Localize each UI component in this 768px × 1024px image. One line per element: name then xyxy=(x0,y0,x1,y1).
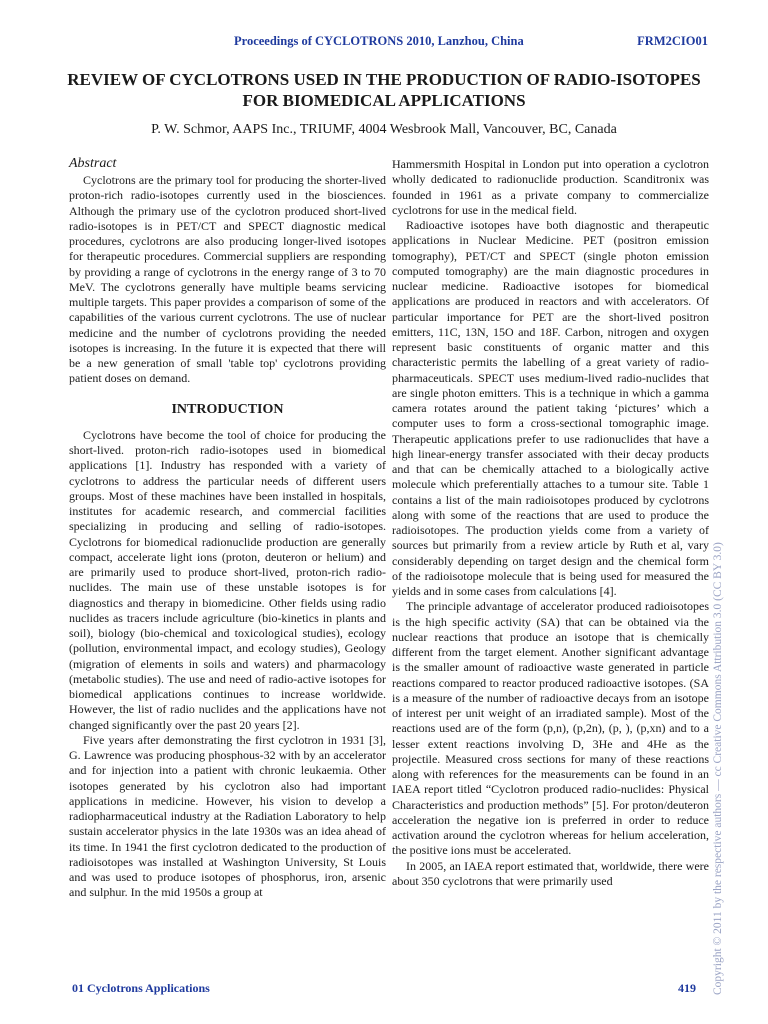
paper-title: REVIEW OF CYCLOTRONS USED IN THE PRODUCTION OF RADIO-ISOTOPES FOR BIOMEDICAL APPLICATIONS xyxy=(67,70,701,110)
page-number: 419 xyxy=(678,981,696,995)
authors-affiliation: P. W. Schmor, AAPS Inc., TRIUMF, 4004 Wesbrook Mall, Vancouver, BC, Canada xyxy=(151,122,617,137)
intro-paragraph-2-continued: Hammersmith Hospital in London put into operation a cyclotron wholly dedicated to radionuclide production. Scanditronix was founded in 1961 as a private company to commercialize cyclotrons for use in the medical field. xyxy=(392,157,709,217)
intro-paragraph-1: Cyclotrons have become the tool of choice for producing the short-lived. proton-rich radio-isotopes used in biomedical applications [1]. Industry has responded with a variety of cyclotrons to address the particular needs of different users groups. Most of these machines have been installed in hospitals, institutes for academic research, and commercial facilities specializing in producing and selling of radio-isotopes. Cyclotrons for biomedical radionuclide production are generally compact, accelerate light ions (proton, deuteron or helium) and are primarily used to produce short-lived, proton-rich radio-nuclides. The main use of these unstable isotopes is for diagnostics and therapy in biomedicine. Other fields using radio nuclides as tracers include agriculture (bio-kinetics in plants and soil), biology (bio-chemical and toxicological studies), ecology (pollution, environmental impact, and ecology studies), Geology (migration of elements in soils and waters) and pharmacology (metabolic studies). The use and need of radio-active isotopes for biomedical applications continues to increase worldwide. However, the list of radio nuclides and the applications have not changed significantly over the past 20 years [2]. xyxy=(69,427,386,732)
left-column xyxy=(69,155,386,901)
proceedings-header: Proceedings of CYCLOTRONS 2010, Lanzhou, China xyxy=(234,34,524,48)
copyright-notice xyxy=(712,430,724,995)
introduction-heading: INTRODUCTION xyxy=(171,401,284,417)
copyright-text: Copyright © 2011 by the respective authors — cc Creative Commons Attribution 3.0 (CC BY 3.0) xyxy=(712,542,724,995)
right-column xyxy=(392,157,709,889)
abstract-text: Cyclotrons are the primary tool for producing the shorter-lived proton-rich radio-isotopes currently used in the biosciences. Although the primary use of the cyclotron produced short-lived radio-isotopes is in PET/CT and SPECT diagnostic medical procedures, cyclotrons are also producing longer-lived isotopes for therapeutic procedures. Commercial suppliers are responding by providing a range of cyclotrons in the energy range of 3 to 70 MeV. The cyclotrons generally have multiple beams servicing multiple targets. This paper provides a comparison of some of the capabilities of the various current cyclotrons. The use of nuclear medicine and the number of cyclotrons providing the needed isotopes is increasing. In the future it is expected that there will be a new generation of small 'table top' cyclotrons providing patient doses on demand. xyxy=(69,173,386,386)
intro-paragraph-4: The principle advantage of accelerator produced radioisotopes is the high specific activity (SA) that can be obtained via the nuclear reactions that produce an isotope that is chemically different from the target element. Another significant advantage is the smaller amount of radioactive waste generated in particle reactions compared to reactor produced radioactive isotopes. (SA is a measure of the number of radioactive decays from an isotope of interest per unit weight of an irradiated sample). Most of the reactions used are of the form (p,n), (p,2n), (p, ), (p,xn) and to a lesser extent reactions involving D, 3He and 4He as the projectile. Measured cross sections for many of these reactions along with references for the measurements can be found in an IAEA report titled “Cyclotron produced radio-nuclides: Physical Characteristics and production methods” [5]. For proton/deuteron acceleration the negative ion is preferred in order to reduce activation around the cyclotron whereas for helium acceleration, the positive ions must be accelerated. xyxy=(392,599,709,858)
footer-section: 01 Cyclotrons Applications xyxy=(72,981,210,995)
abstract-heading: Abstract xyxy=(69,156,117,171)
intro-paragraph-3: Radioactive isotopes have both diagnostic and therapeutic applications in Nuclear Medicine. PET (positron emission tomography), PET/CT and SPECT (single photon emission computed tomography) are the main diagnostic procedures in nuclear medicine. Radioactive isotopes for biomedical applications are produced in reactors and with accelerators. Of particular importance for PET are the short-lived positron emitters, 11C, 13N, 15O and 18F. Carbon, nitrogen and oxygen represent basic constituents of organic matter and this characteristic permits the labelling of a great variety of radio-pharmaceuticals. SPECT uses medium-lived radio-nuclides that are single photon emitters. This is a technique in which a gamma camera rotates around the patient taking ‘pictures’ which a computer uses to form a cross-sectional tomographic image. Therapeutic applications prefer to use radionuclides that have a high linear-energy transfer associated with their decay products and that can be chemically attached to a biologically active molecule which preferentially attaches to a tumour site. Table 1 contains a list of the main radioisotopes produced by cyclotrons along with some of the reactions that are used to produce the radioisotopes. The production yields come from a variety of sources but primarily from a review article by Ruth et al, vary considerably depending on target design and the chemical form of the radioisotope molecule that is being used for measured the yields and in some cases from calculations [4]. xyxy=(392,218,709,598)
paper-id: FRM2CIO01 xyxy=(637,34,708,48)
intro-paragraph-5: In 2005, an IAEA report estimated that, worldwide, there were about 350 cyclotrons that were primarily used xyxy=(392,858,709,888)
intro-paragraph-2: Five years after demonstrating the first cyclotron in 1931 [3], G. Lawrence was producing phosphous-32 with by an accelerator and for injection into a patient with chronic leukaemia. Other isotopes generated by his cyclotron also had important applications in medicine. However, his vision to develop a radiopharmaceutical industry at the Radiation Laboratory to help sustain accelerator physics in the late 1930s was an idea ahead of its time. In 1941 the first cyclotron dedicated to the production of radioisotopes was installed at Washington University, St Louis and was used to produce isotopes of phosphorus, iron, arsenic and sulphur. In the mid 1950s a group at xyxy=(69,732,386,900)
